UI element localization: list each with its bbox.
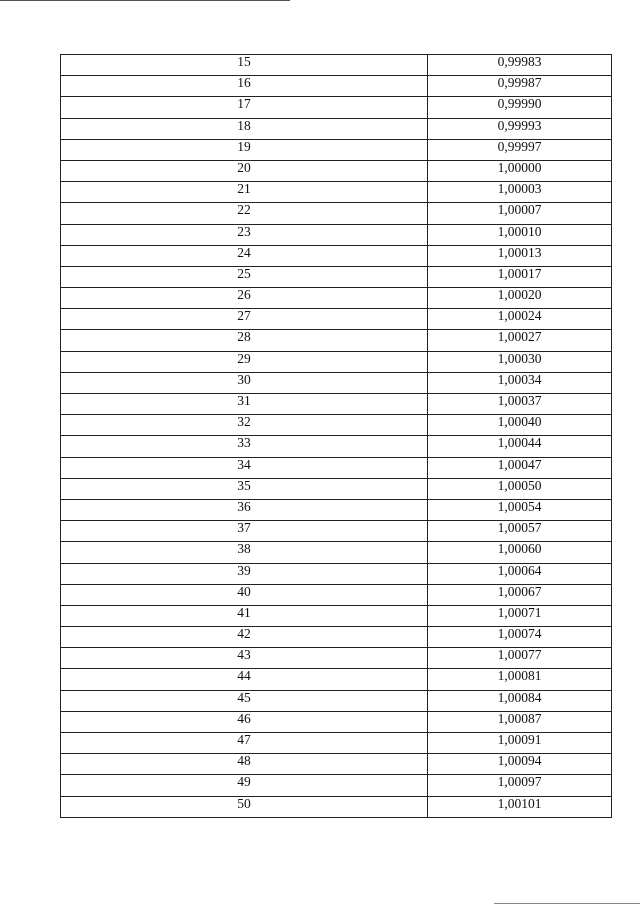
table-row (61, 457, 612, 478)
table-row (61, 796, 612, 817)
table-cell-value: 1,00091 (428, 733, 612, 754)
table-row (61, 436, 612, 457)
table-row (61, 55, 612, 76)
table-cell-value: 0,99983 (428, 55, 612, 76)
table-cell-number: 30 (61, 372, 428, 393)
table-row (61, 775, 612, 796)
table-row (61, 648, 612, 669)
table-cell-value: 1,00094 (428, 754, 612, 775)
table-cell-number: 45 (61, 690, 428, 711)
table-cell-value: 1,00101 (428, 796, 612, 817)
table-cell-number: 20 (61, 160, 428, 181)
table-cell-value: 1,00000 (428, 160, 612, 181)
table-row (61, 394, 612, 415)
table-cell-value: 1,00081 (428, 669, 612, 690)
document-table-container (60, 54, 609, 818)
table-cell-value: 0,99990 (428, 97, 612, 118)
scan-edge-line-bottom (494, 903, 640, 904)
table-row (61, 245, 612, 266)
table-cell-value: 1,00074 (428, 627, 612, 648)
table-cell-value: 0,99997 (428, 139, 612, 160)
table-row (61, 690, 612, 711)
table-cell-number: 18 (61, 118, 428, 139)
table-body (61, 55, 612, 818)
table-cell-value: 1,00071 (428, 605, 612, 626)
table-row (61, 224, 612, 245)
table-cell-value: 1,00010 (428, 224, 612, 245)
table-cell-number: 32 (61, 415, 428, 436)
table-cell-number: 23 (61, 224, 428, 245)
table-row (61, 203, 612, 224)
table-row (61, 669, 612, 690)
table-cell-value: 1,00054 (428, 499, 612, 520)
table-cell-value: 1,00007 (428, 203, 612, 224)
table-row (61, 627, 612, 648)
table-row (61, 499, 612, 520)
table-row (61, 160, 612, 181)
table-cell-number: 35 (61, 478, 428, 499)
table-cell-value: 1,00024 (428, 309, 612, 330)
table-cell-number: 24 (61, 245, 428, 266)
table-row (61, 733, 612, 754)
table-cell-number: 31 (61, 394, 428, 415)
table-cell-value: 1,00037 (428, 394, 612, 415)
table-cell-number: 47 (61, 733, 428, 754)
table-cell-value: 1,00057 (428, 521, 612, 542)
table-cell-value: 1,00034 (428, 372, 612, 393)
table-cell-number: 40 (61, 584, 428, 605)
table-cell-value: 1,00084 (428, 690, 612, 711)
table-row (61, 118, 612, 139)
table-cell-number: 39 (61, 563, 428, 584)
table-cell-value: 1,00030 (428, 351, 612, 372)
table-cell-number: 29 (61, 351, 428, 372)
table-cell-number: 16 (61, 76, 428, 97)
table-cell-number: 25 (61, 266, 428, 287)
table-cell-value: 1,00044 (428, 436, 612, 457)
table-cell-value: 1,00067 (428, 584, 612, 605)
table-cell-value: 1,00040 (428, 415, 612, 436)
table-cell-value: 1,00087 (428, 711, 612, 732)
table-cell-number: 17 (61, 97, 428, 118)
table-cell-number: 41 (61, 605, 428, 626)
table-cell-number: 37 (61, 521, 428, 542)
table-row (61, 97, 612, 118)
table-row (61, 521, 612, 542)
table-row (61, 542, 612, 563)
table-cell-value: 0,99993 (428, 118, 612, 139)
table-cell-value: 1,00013 (428, 245, 612, 266)
table-cell-number: 48 (61, 754, 428, 775)
table-cell-number: 22 (61, 203, 428, 224)
table-cell-value: 1,00020 (428, 288, 612, 309)
table-cell-number: 44 (61, 669, 428, 690)
table-row (61, 415, 612, 436)
table-row (61, 563, 612, 584)
table-cell-number: 28 (61, 330, 428, 351)
data-table (60, 54, 612, 818)
table-row (61, 372, 612, 393)
table-row (61, 478, 612, 499)
table-cell-number: 43 (61, 648, 428, 669)
table-row (61, 76, 612, 97)
table-cell-value: 1,00064 (428, 563, 612, 584)
table-cell-number: 42 (61, 627, 428, 648)
table-row (61, 288, 612, 309)
table-cell-value: 0,99987 (428, 76, 612, 97)
table-row (61, 139, 612, 160)
table-cell-number: 19 (61, 139, 428, 160)
table-row (61, 584, 612, 605)
table-row (61, 309, 612, 330)
table-cell-value: 1,00077 (428, 648, 612, 669)
table-cell-number: 26 (61, 288, 428, 309)
table-cell-value: 1,00050 (428, 478, 612, 499)
table-cell-number: 50 (61, 796, 428, 817)
table-cell-number: 27 (61, 309, 428, 330)
table-row (61, 754, 612, 775)
table-cell-value: 1,00027 (428, 330, 612, 351)
table-cell-value: 1,00017 (428, 266, 612, 287)
table-cell-value: 1,00060 (428, 542, 612, 563)
table-cell-number: 46 (61, 711, 428, 732)
table-row (61, 711, 612, 732)
table-row (61, 330, 612, 351)
table-row (61, 266, 612, 287)
table-cell-value: 1,00097 (428, 775, 612, 796)
table-cell-number: 49 (61, 775, 428, 796)
table-cell-number: 36 (61, 499, 428, 520)
table-cell-number: 33 (61, 436, 428, 457)
table-row (61, 605, 612, 626)
table-row (61, 351, 612, 372)
table-row (61, 182, 612, 203)
scan-edge-line-top (0, 0, 290, 1)
table-cell-value: 1,00003 (428, 182, 612, 203)
table-cell-value: 1,00047 (428, 457, 612, 478)
table-cell-number: 38 (61, 542, 428, 563)
table-cell-number: 34 (61, 457, 428, 478)
table-cell-number: 21 (61, 182, 428, 203)
table-cell-number: 15 (61, 55, 428, 76)
